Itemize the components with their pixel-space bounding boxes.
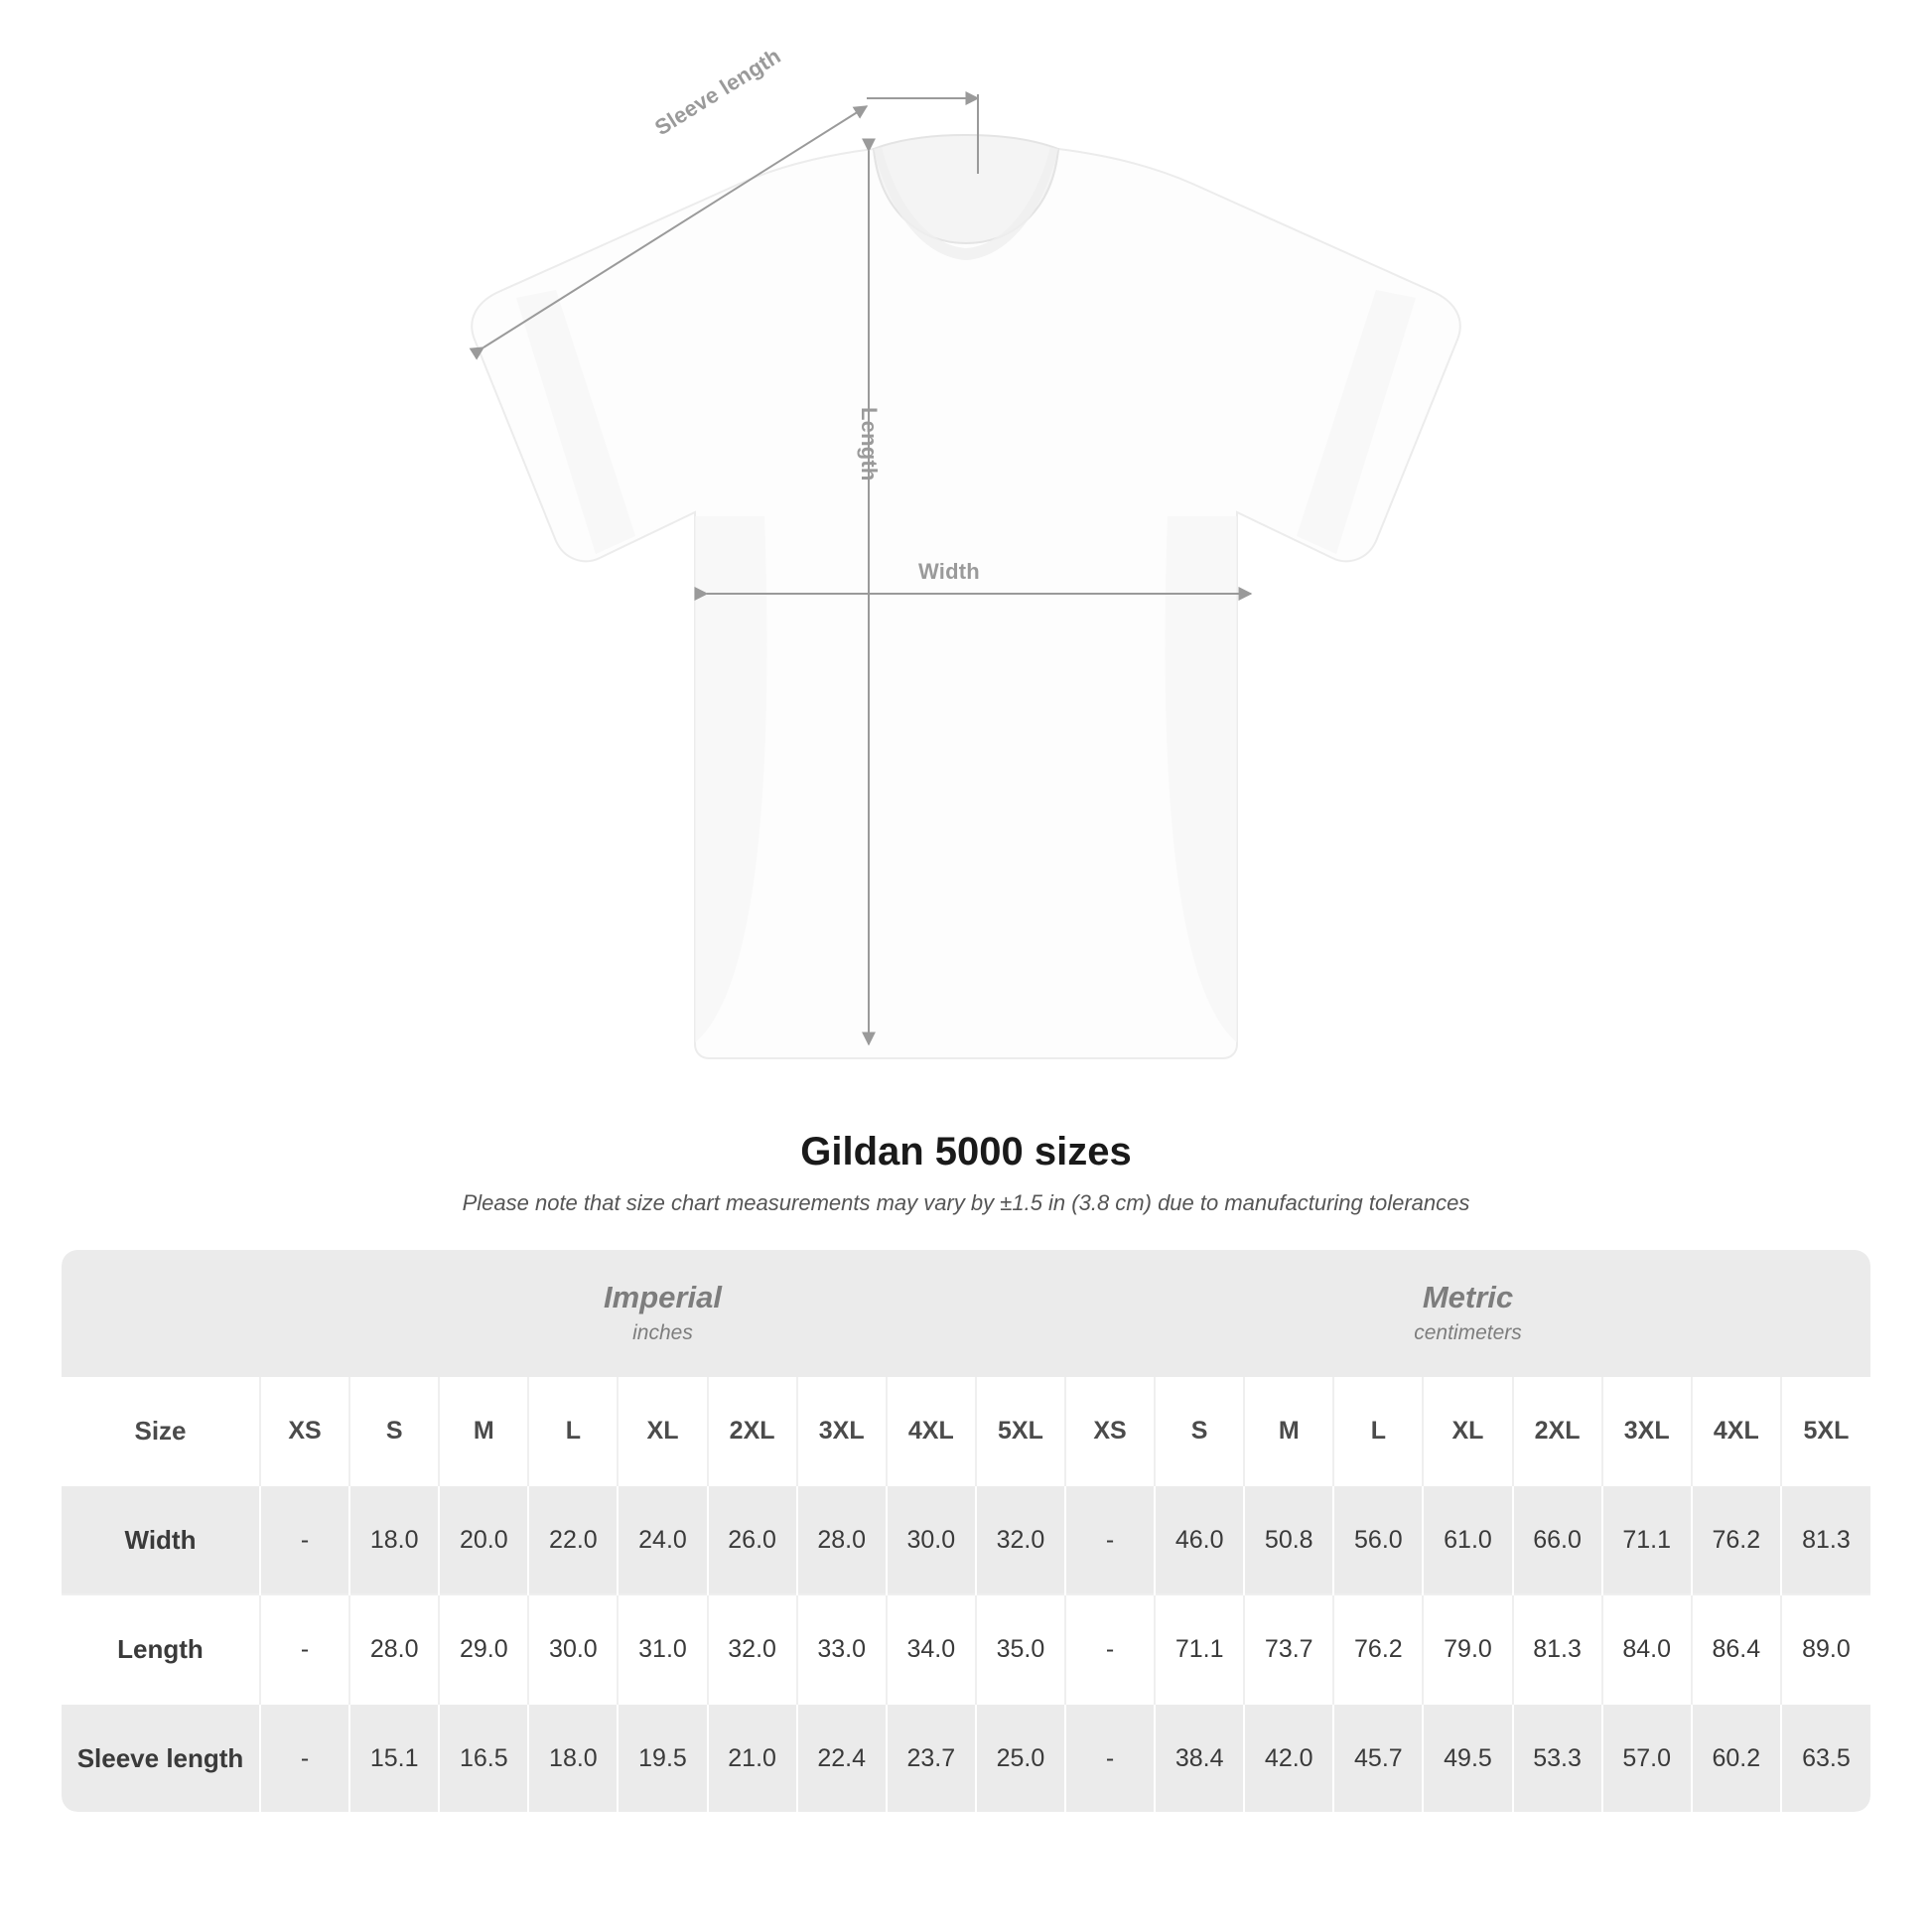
cell-length-metric-6: 84.0: [1602, 1594, 1692, 1704]
header-size-imperial-7: 4XL: [887, 1377, 976, 1485]
cell-sleeve-imperial-8: 25.0: [976, 1704, 1065, 1812]
cell-sleeve-imperial-3: 18.0: [528, 1704, 618, 1812]
cell-width-metric-1: 46.0: [1155, 1485, 1244, 1594]
cell-sleeve-metric-6: 57.0: [1602, 1704, 1692, 1812]
size-table: [62, 1250, 1870, 1812]
cell-width-imperial-5: 26.0: [708, 1485, 797, 1594]
cell-sleeve-imperial-1: 15.1: [349, 1704, 439, 1812]
cell-width-metric-6: 71.1: [1602, 1485, 1692, 1594]
header-size-imperial-1: S: [349, 1377, 439, 1485]
cell-sleeve-metric-3: 45.7: [1333, 1704, 1423, 1812]
unit-metric-unit: centimeters: [1414, 1320, 1522, 1344]
cell-length-metric-4: 79.0: [1423, 1594, 1512, 1704]
tshirt-shape: [472, 135, 1460, 1058]
table-row: [62, 1485, 1870, 1594]
cell-length-metric-2: 73.7: [1244, 1594, 1333, 1704]
cell-length-metric-5: 81.3: [1513, 1594, 1602, 1704]
unit-imperial-unit: inches: [632, 1320, 693, 1344]
row-label-width: Width: [62, 1485, 260, 1594]
cell-length-imperial-4: 31.0: [618, 1594, 707, 1704]
width-label: Width: [918, 559, 980, 584]
cell-length-imperial-2: 29.0: [439, 1594, 528, 1704]
cell-sleeve-imperial-4: 19.5: [618, 1704, 707, 1812]
header-size-metric-7: 4XL: [1692, 1377, 1781, 1485]
cell-sleeve-metric-4: 49.5: [1423, 1704, 1512, 1812]
table-row: [62, 1704, 1870, 1812]
sleeve-length-label: Sleeve length: [650, 43, 785, 141]
cell-length-imperial-0: -: [260, 1594, 349, 1704]
tolerance-note: Please note that size chart measurements may vary by ±1.5 in (3.8 cm) due to manufacturing tolerances: [462, 1190, 1470, 1215]
header-size-metric-8: 5XL: [1781, 1377, 1870, 1485]
cell-sleeve-imperial-5: 21.0: [708, 1704, 797, 1812]
cell-width-metric-8: 81.3: [1781, 1485, 1870, 1594]
unit-imperial-name: Imperial: [604, 1279, 722, 1314]
header-size-metric-3: L: [1333, 1377, 1423, 1485]
cell-length-imperial-3: 30.0: [528, 1594, 618, 1704]
header-size-metric-0: XS: [1065, 1377, 1155, 1485]
unit-corner-cell: [62, 1250, 260, 1377]
cell-sleeve-imperial-0: -: [260, 1704, 349, 1812]
cell-sleeve-metric-0: -: [1065, 1704, 1155, 1812]
row-label-sleeve-length: Sleeve length: [62, 1704, 260, 1812]
title-block: [0, 1130, 1932, 1216]
cell-width-metric-2: 50.8: [1244, 1485, 1333, 1594]
cell-length-imperial-5: 32.0: [708, 1594, 797, 1704]
header-size-imperial-0: XS: [260, 1377, 349, 1485]
header-size-imperial-4: XL: [618, 1377, 707, 1485]
header-size-label: Size: [62, 1377, 260, 1485]
cell-length-imperial-1: 28.0: [349, 1594, 439, 1704]
unit-metric-name: Metric: [1422, 1279, 1514, 1314]
cell-length-imperial-8: 35.0: [976, 1594, 1065, 1704]
cell-width-metric-5: 66.0: [1513, 1485, 1602, 1594]
cell-width-imperial-3: 22.0: [528, 1485, 618, 1594]
cell-sleeve-imperial-2: 16.5: [439, 1704, 528, 1812]
cell-width-imperial-6: 28.0: [797, 1485, 887, 1594]
size-header-row: [62, 1377, 1870, 1485]
table-row: [62, 1594, 1870, 1704]
length-label: Length: [857, 407, 882, 482]
cell-width-imperial-8: 32.0: [976, 1485, 1065, 1594]
cell-sleeve-metric-8: 63.5: [1781, 1704, 1870, 1812]
header-size-imperial-8: 5XL: [976, 1377, 1065, 1485]
cell-sleeve-metric-1: 38.4: [1155, 1704, 1244, 1812]
header-size-metric-5: 2XL: [1513, 1377, 1602, 1485]
cell-length-metric-8: 89.0: [1781, 1594, 1870, 1704]
cell-width-metric-0: -: [1065, 1485, 1155, 1594]
cell-width-imperial-7: 30.0: [887, 1485, 976, 1594]
unit-header-row: [62, 1250, 1870, 1377]
cell-length-imperial-6: 33.0: [797, 1594, 887, 1704]
cell-length-imperial-7: 34.0: [887, 1594, 976, 1704]
cell-length-metric-1: 71.1: [1155, 1594, 1244, 1704]
header-size-metric-2: M: [1244, 1377, 1333, 1485]
cell-length-metric-3: 76.2: [1333, 1594, 1423, 1704]
cell-width-imperial-2: 20.0: [439, 1485, 528, 1594]
cell-sleeve-imperial-7: 23.7: [887, 1704, 976, 1812]
header-size-imperial-5: 2XL: [708, 1377, 797, 1485]
row-label-length: Length: [62, 1594, 260, 1704]
page-title: Gildan 5000 sizes: [800, 1130, 1132, 1173]
cell-width-imperial-0: -: [260, 1485, 349, 1594]
cell-width-imperial-4: 24.0: [618, 1485, 707, 1594]
header-size-metric-1: S: [1155, 1377, 1244, 1485]
cell-sleeve-metric-5: 53.3: [1513, 1704, 1602, 1812]
cell-width-metric-3: 56.0: [1333, 1485, 1423, 1594]
cell-sleeve-imperial-6: 22.4: [797, 1704, 887, 1812]
cell-sleeve-metric-7: 60.2: [1692, 1704, 1781, 1812]
cell-length-metric-0: -: [1065, 1594, 1155, 1704]
size-table-wrapper: [62, 1250, 1870, 1812]
header-size-metric-6: 3XL: [1602, 1377, 1692, 1485]
header-size-imperial-3: L: [528, 1377, 618, 1485]
header-size-imperial-6: 3XL: [797, 1377, 887, 1485]
cell-sleeve-metric-2: 42.0: [1244, 1704, 1333, 1812]
cell-length-metric-7: 86.4: [1692, 1594, 1781, 1704]
header-size-metric-4: XL: [1423, 1377, 1512, 1485]
cell-width-metric-7: 76.2: [1692, 1485, 1781, 1594]
cell-width-metric-4: 61.0: [1423, 1485, 1512, 1594]
header-size-imperial-2: M: [439, 1377, 528, 1485]
unit-group-imperial: [260, 1250, 1065, 1377]
unit-group-metric: [1065, 1250, 1870, 1377]
cell-width-imperial-1: 18.0: [349, 1485, 439, 1594]
